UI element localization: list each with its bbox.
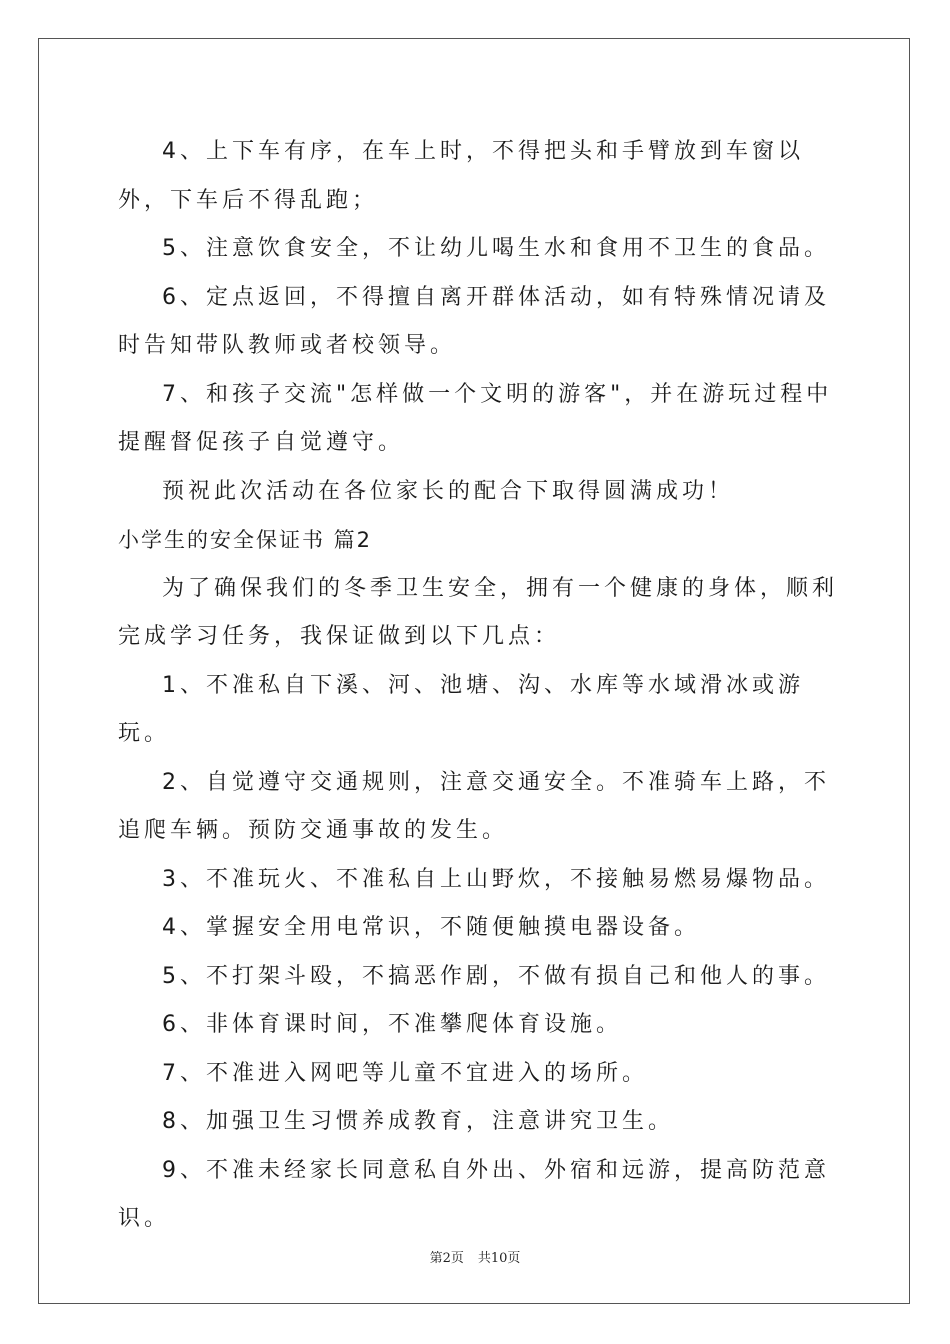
- page-number: 第2页: [429, 1251, 464, 1266]
- paragraph-item-7-civilized-tourist: 7、和孩子交流"怎样做一个文明的游客"，并在游玩过程中提醒督促孩子自觉遵守。: [118, 381, 833, 455]
- paragraph-rule-2: 2、自觉遵守交通规则，注意交通安全。不准骑车上路，不追爬车辆。预防交通事故的发生。: [118, 769, 830, 843]
- paragraph-rule-6: 6、非体育课时间，不准攀爬体育设施。: [162, 1012, 622, 1037]
- paragraph-rule-8: 8、加强卫生习惯养成教育，注意讲究卫生。: [162, 1109, 674, 1134]
- paragraph-rule-5: 5、不打架斗殴，不搞恶作剧，不做有损自己和他人的事。: [162, 963, 830, 989]
- paragraph-item-6-return: 6、定点返回，不得擅自离开群体活动，如有特殊情况请及时告知带队教师或者校领导。: [118, 284, 830, 358]
- paragraph-rule-4: 4、掌握安全用电常识，不随便触摸电器设备。: [162, 915, 700, 940]
- paragraph-item-4-boarding: 4、上下车有序，在车上时，不得把头和手臂放到车窗以外，下车后不得乱跑；: [118, 139, 804, 213]
- paragraph-rule-1: 1、不准私自下溪、河、池塘、沟、水库等水域滑冰或游玩。: [118, 672, 804, 746]
- paragraph-intro-pledge: 为了确保我们的冬季卫生安全，拥有一个健康的身体，顺利完成学习任务，我保证做到以下几点：: [118, 575, 839, 649]
- paragraph-closing-wish: 预祝此次活动在各位家长的配合下取得圆满成功！: [162, 478, 735, 504]
- paragraph-rule-9: 9、不准未经家长同意私自外出、外宿和远游，提高防范意识。: [118, 1157, 830, 1231]
- document-body: [118, 128, 838, 1244]
- paragraph-rule-3: 3、不准玩火、不准私自上山野炊，不接触易燃易爆物品。: [162, 866, 830, 892]
- paragraph-item-5-food-safety: 5、注意饮食安全，不让幼儿喝生水和食用不卫生的食品。: [162, 236, 830, 261]
- page-footer: [0, 1247, 950, 1266]
- paragraph-rule-7: 7、不准进入网吧等儿童不宜进入的场所。: [162, 1060, 648, 1086]
- section-heading: 小学生的安全保证书 篇2: [118, 528, 373, 552]
- page-total: 共10页: [477, 1251, 521, 1266]
